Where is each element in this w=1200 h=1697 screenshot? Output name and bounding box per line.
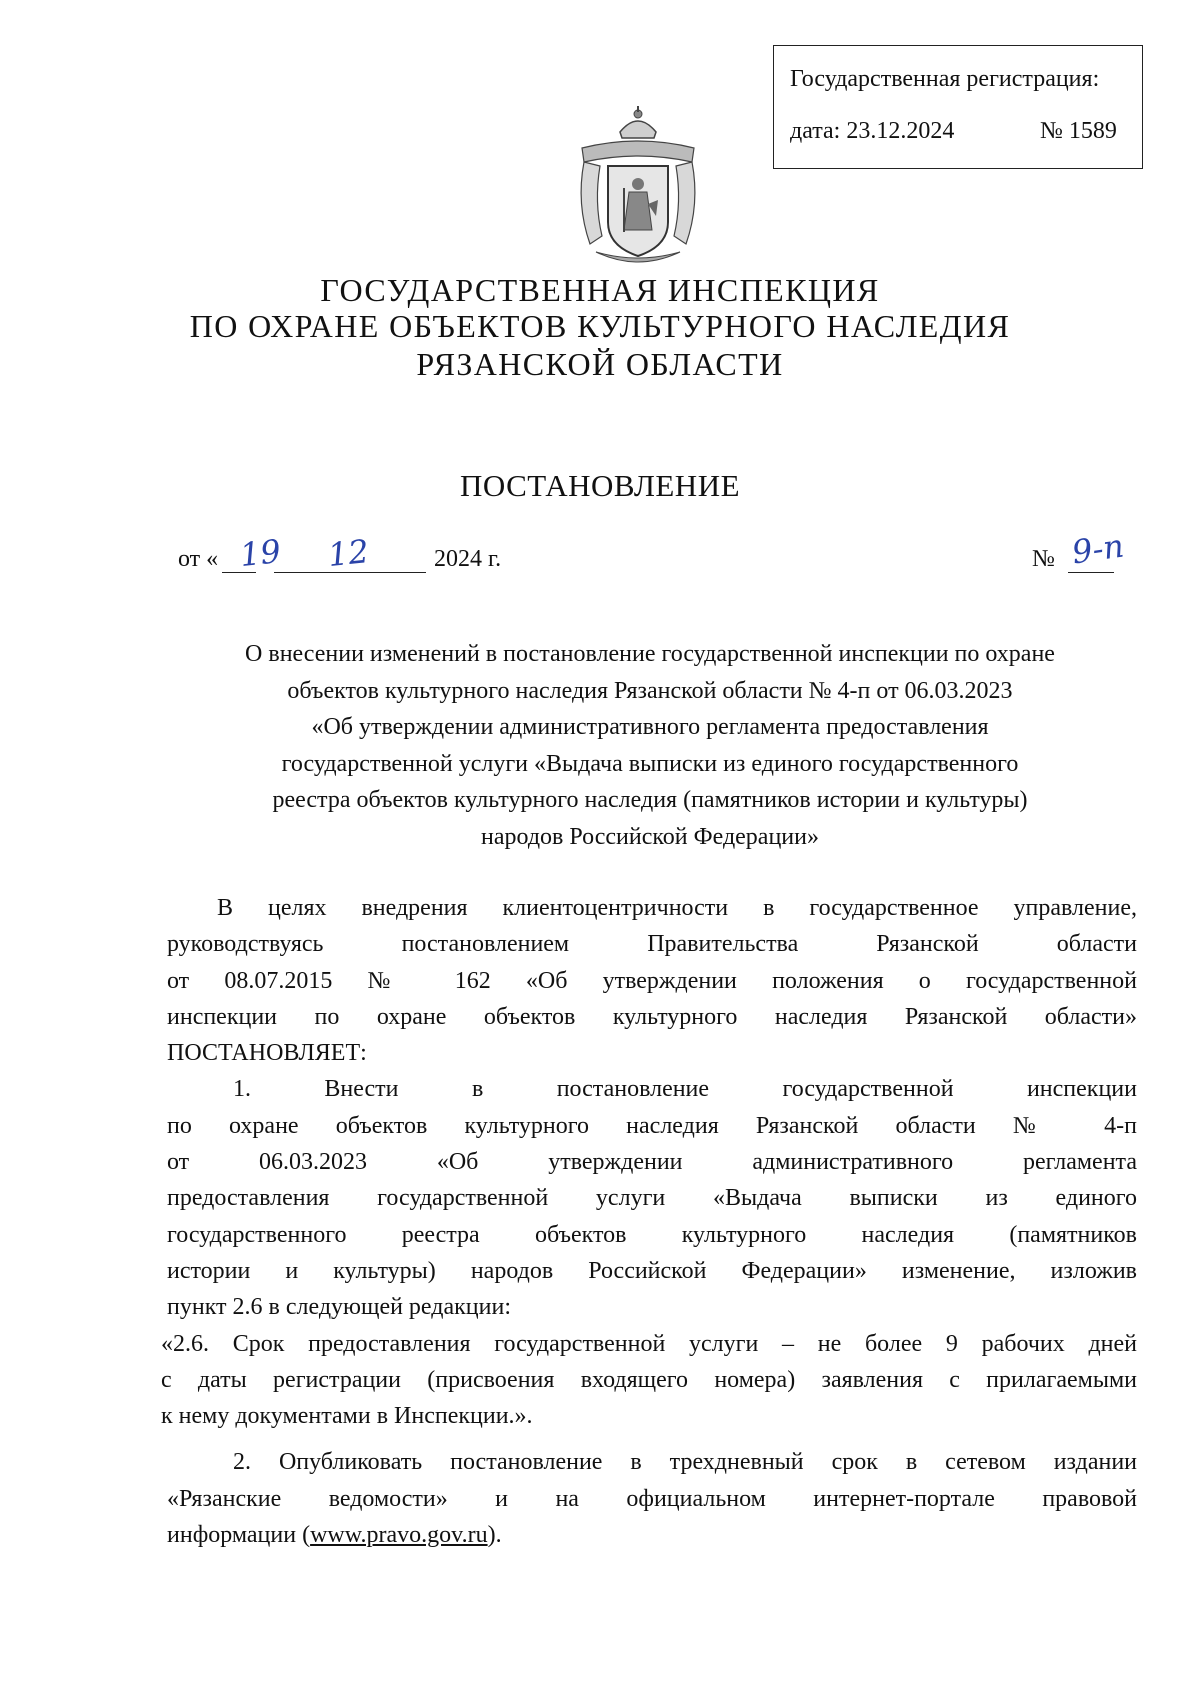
preamble-line: инспекции по охране объектов культурного наследия Рязанской области» <box>167 1003 1137 1030</box>
handwritten-month: 12 <box>326 531 371 575</box>
date-prefix: от « <box>178 546 219 572</box>
pravo-gov-link[interactable]: www.pravo.gov.ru <box>310 1522 488 1549</box>
number-label: № <box>1032 546 1055 572</box>
handwritten-day: 19 <box>238 531 283 575</box>
quote-line: с даты регистрации (присвоения входящего номера) заявления с прилагаемыми <box>161 1366 1137 1393</box>
date-year: 2024 г. <box>434 546 502 572</box>
item1-line: от 06.03.2023 «Об утверждении административного регламента <box>167 1149 1137 1176</box>
document-title <box>160 636 1140 855</box>
registration-date: дата: 23.12.2024 <box>790 118 955 144</box>
preamble-line: от 08.07.2015 № 162 «Об утверждении положения о государственной <box>167 967 1137 994</box>
item1-line: 1. Внести в постановление государственной инспекции <box>233 1076 1137 1103</box>
item2-line: «Рязанские ведомости» и на официальном интернет-портале правовой <box>167 1485 1137 1512</box>
org-name-line-2: ПО ОХРАНЕ ОБЪЕКТОВ КУЛЬТУРНОГО НАСЛЕДИЯ <box>189 308 1011 344</box>
preamble-line: руководствуясь постановлением Правительства Рязанской области <box>167 931 1137 958</box>
preamble-line: ПОСТАНОВЛЯЕТ: <box>167 1040 367 1067</box>
item1-line: истории и культуры) народов Российской Федерации» изменение, изложив <box>167 1257 1137 1284</box>
title-line: государственной услуги «Выдача выписки из единого государственного <box>281 750 1019 777</box>
org-name-line-3: РЯЗАНСКОЙ ОБЛАСТИ <box>416 346 784 382</box>
ryazan-coat-of-arms-icon <box>568 104 708 274</box>
title-line: О внесении изменений в постановление государственной инспекции по охране <box>245 641 1055 667</box>
document-type: ПОСТАНОВЛЕНИЕ <box>459 468 741 503</box>
registration-date-line <box>790 116 1117 146</box>
item1-line: предоставления государственной услуги «Выдача выписки из единого <box>167 1185 1137 1212</box>
preamble-line: В целях внедрения клиентоцентричности в государственное управление, <box>217 895 1137 921</box>
item2-text: информации ( <box>167 1522 311 1549</box>
item2-line: 2. Опубликовать постановление в трехдневный срок в сетевом издании <box>233 1449 1137 1476</box>
item2-line-last <box>167 1517 1137 1553</box>
quote-line: «2.6. Срок предоставления государственной услуги – не более 9 рабочих дней <box>161 1330 1137 1357</box>
item2-text-end: ). <box>487 1522 502 1549</box>
document-number <box>1032 526 1152 580</box>
handwritten-number: 9-п <box>1069 526 1127 572</box>
item1-line: пункт 2.6 в следующей редакции: <box>167 1294 511 1321</box>
quote-line: к нему документами в Инспекции.». <box>161 1403 533 1430</box>
registration-title: Государственная регистрация: <box>790 66 1100 92</box>
item1-line: по охране объектов культурного наследия Рязанской области № 4-п <box>167 1112 1137 1139</box>
title-line: реестра объектов культурного наследия (памятников истории и культуры) <box>272 787 1028 813</box>
number-underline <box>1068 572 1114 573</box>
registration-number: № 1589 <box>1040 118 1117 144</box>
month-underline <box>274 572 426 573</box>
title-line: народов Российской Федерации» <box>481 823 819 850</box>
item1-line: государственного реестра объектов культурного наследия (памятников <box>167 1221 1137 1248</box>
registration-stamp <box>773 45 1143 169</box>
org-name-line-1: ГОСУДАРСТВЕННАЯ ИНСПЕКЦИЯ <box>320 272 880 308</box>
document-date <box>178 531 538 580</box>
title-line: объектов культурного наследия Рязанской области № 4-п от 06.03.2023 <box>287 677 1013 704</box>
title-line: «Об утверждении административного регламента предоставления <box>311 714 989 740</box>
document-body <box>161 890 1137 1553</box>
